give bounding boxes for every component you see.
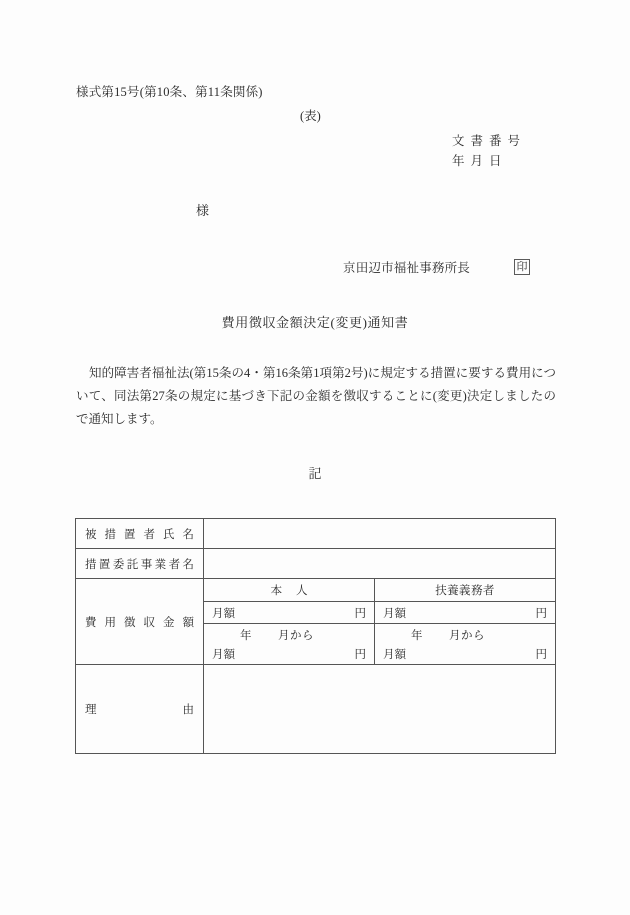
- seal-stamp-icon: 印: [514, 259, 530, 275]
- side-marker: (表): [300, 109, 321, 123]
- supporter-effective-year-label: 年: [411, 630, 423, 642]
- reason-field[interactable]: [204, 665, 556, 754]
- issuer-name: 京田辺市福祉事務所長: [343, 261, 471, 275]
- supporter-effective-from-line[interactable]: [375, 624, 555, 643]
- recipient-name-field[interactable]: [204, 519, 556, 549]
- person-effective-from-line[interactable]: [204, 624, 374, 643]
- person-new-yen-unit: 円: [354, 648, 366, 661]
- addressee-honorific: 様: [196, 203, 210, 218]
- supporter-current-amount-cell[interactable]: [375, 602, 556, 624]
- column-header-person-text: 本人: [270, 585, 322, 597]
- person-current-yen-unit: 円: [354, 607, 366, 620]
- document-date-label: 年月日: [452, 154, 508, 168]
- supporter-new-amount-cell[interactable]: [375, 624, 556, 665]
- reason-label: 理由: [76, 665, 204, 754]
- page-title: 費用徴収金額決定(変更)通知書: [221, 315, 409, 330]
- supporter-current-yen-unit: 円: [535, 607, 547, 620]
- recipient-name-label: 被措置者氏名: [76, 519, 204, 549]
- column-header-person: [204, 579, 375, 602]
- supporter-current-monthly-label: 月額: [383, 607, 406, 620]
- note-marker: 記: [308, 466, 322, 481]
- table-row-column-headers: [76, 579, 556, 602]
- cost-collection-table: [75, 518, 556, 754]
- person-effective-month-label: 月から: [278, 630, 314, 642]
- body-paragraph: 知的障害者福祉法(第15条の4・第16条第1項第2号)に規定する措置に要する費用について、同法第27条の規定に基づき下記の金額を徴収することに(変更)決定しましたので通知します。: [76, 366, 556, 426]
- issuer-line: [343, 258, 530, 276]
- document-number-label: 文書番号: [452, 134, 527, 148]
- table-row-contractor-name: [76, 549, 556, 579]
- column-header-supporter: 扶養義務者: [375, 579, 556, 602]
- form-number: 様式第15号(第10条、第11条関係): [76, 85, 263, 99]
- table-row-recipient-name: [76, 519, 556, 549]
- contractor-name-label: 措置委託事業者名: [76, 549, 204, 579]
- person-current-amount-cell[interactable]: [204, 602, 375, 624]
- supporter-new-monthly-label: 月額: [383, 648, 406, 661]
- table-row-reason: [76, 665, 556, 754]
- collection-amount-label: 費用徴収金額: [76, 579, 204, 665]
- supporter-effective-month-label: 月から: [449, 630, 485, 642]
- person-new-amount-cell[interactable]: [204, 624, 375, 665]
- person-current-monthly-label: 月額: [212, 607, 235, 620]
- person-new-monthly-label: 月額: [212, 648, 235, 661]
- person-effective-year-label: 年: [240, 630, 252, 642]
- contractor-name-field[interactable]: [204, 549, 556, 579]
- supporter-new-yen-unit: 円: [535, 648, 547, 661]
